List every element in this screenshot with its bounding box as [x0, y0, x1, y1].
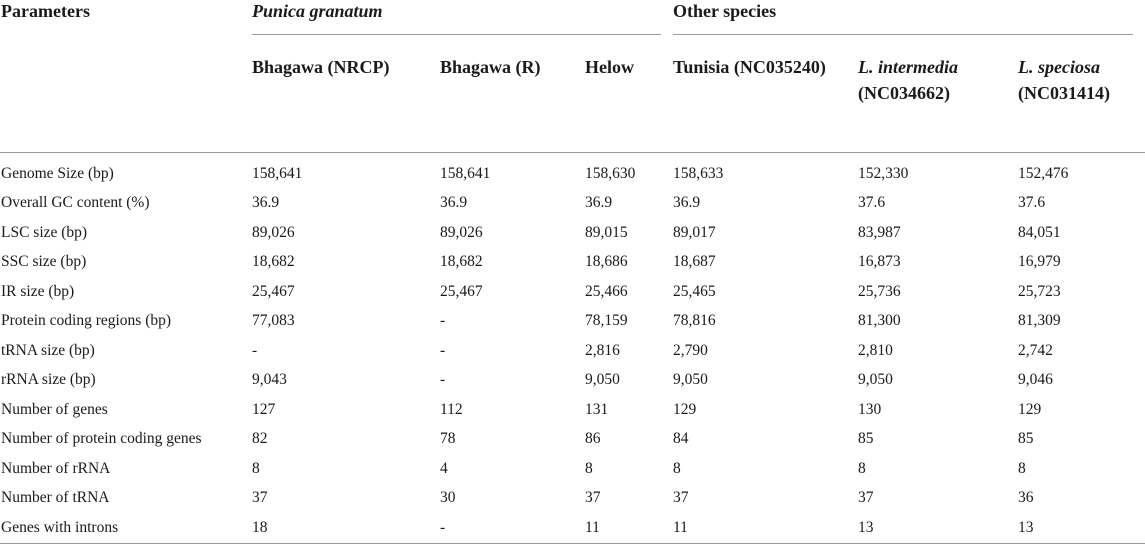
cell-value: 25,723	[1018, 282, 1061, 300]
cell-value: -	[440, 513, 585, 543]
cell-value: 11	[585, 513, 673, 543]
row-parameter: IR size (bp)	[1, 282, 75, 300]
col-helow: Helow	[585, 57, 634, 77]
cell-value: 9,050	[858, 371, 893, 389]
row-parameter: Number of genes	[1, 400, 108, 418]
cell-value: 9,043	[252, 371, 287, 389]
cell-value: 11	[673, 513, 858, 543]
cell-value: 78	[440, 430, 456, 448]
cell-value: 36.9	[673, 194, 701, 212]
cell-value: 18,682	[252, 253, 295, 271]
cell-value: 89,015	[585, 223, 628, 241]
cell-value: 8	[585, 459, 593, 477]
cell-value: 36	[1018, 489, 1034, 507]
row-parameter: rRNA size (bp)	[1, 371, 96, 389]
cell-value: 83,987	[858, 223, 901, 241]
cell-value: 2,810	[858, 341, 893, 359]
cell-value: 13	[1018, 513, 1145, 543]
cell-value: 86	[585, 430, 601, 448]
table-row	[0, 425, 1145, 455]
cell-value: 127	[252, 400, 276, 418]
cell-value: 18	[252, 513, 440, 543]
cell-value: 131	[585, 400, 609, 418]
group-punica-rule	[252, 34, 661, 35]
table-row	[0, 366, 1145, 396]
cell-value: 85	[1018, 430, 1034, 448]
col-l-speciosa	[1018, 35, 1145, 153]
row-parameter: Number of rRNA	[1, 459, 111, 477]
table-row	[0, 248, 1145, 278]
table-row	[0, 484, 1145, 514]
cell-value: 77,083	[252, 312, 295, 330]
cell-value: 37.6	[1018, 194, 1046, 212]
cell-value: 18,687	[673, 253, 716, 271]
table-row	[0, 218, 1145, 248]
cell-value: 158,630	[585, 164, 636, 182]
cell-value: -	[440, 312, 446, 330]
cell-value: 9,046	[1018, 371, 1053, 389]
cell-value: 4	[440, 459, 448, 477]
cell-value: 30	[440, 489, 456, 507]
cell-value: 129	[1018, 400, 1042, 418]
cell-value: 25,736	[858, 282, 901, 300]
cell-value: 78,816	[673, 312, 716, 330]
cell-value: 8	[1018, 459, 1026, 477]
cell-value: 36.9	[585, 194, 613, 212]
header-parameters: Parameters	[1, 1, 90, 21]
table-row	[0, 395, 1145, 425]
row-parameter: Number of tRNA	[1, 489, 110, 507]
cell-value: 158,633	[673, 164, 724, 182]
header-empty-cell	[0, 35, 252, 153]
cell-value: 13	[858, 513, 1018, 543]
table-row	[0, 153, 1145, 189]
cell-value: 78,159	[585, 312, 628, 330]
row-parameter: Number of protein coding genes	[1, 430, 202, 448]
cell-value: 129	[673, 400, 697, 418]
cell-value: 2,816	[585, 341, 620, 359]
l-intermedia-name: L. intermedia	[858, 57, 958, 77]
cell-value: 25,467	[252, 282, 295, 300]
header-group-row	[0, 0, 1145, 35]
cell-value: 37	[585, 489, 601, 507]
header-group-punica-granatum	[252, 0, 673, 35]
col-bhagawa-r: Bhagawa (R)	[440, 57, 541, 77]
l-intermedia-accession: (NC034662)	[858, 83, 950, 103]
cell-value: 152,330	[858, 164, 909, 182]
table-row	[0, 277, 1145, 307]
cell-value: 81,300	[858, 312, 901, 330]
cell-value: 112	[440, 400, 463, 418]
l-speciosa-name: L. speciosa	[1018, 57, 1100, 77]
cell-value: 89,026	[252, 223, 295, 241]
cell-value: 25,467	[440, 282, 483, 300]
cell-value: 36.9	[252, 194, 280, 212]
row-parameter: SSC size (bp)	[1, 253, 87, 271]
col-tunisia: Tunisia (NC035240)	[673, 57, 826, 77]
header-group-other-species	[673, 0, 1145, 35]
cell-value: 84,051	[1018, 223, 1061, 241]
header-columns-row	[0, 35, 1145, 153]
table-body	[0, 153, 1145, 544]
cell-value: 84	[673, 430, 689, 448]
cell-value: 152,476	[1018, 164, 1069, 182]
table-row	[0, 336, 1145, 366]
cell-value: 18,682	[440, 253, 483, 271]
cell-value: 9,050	[585, 371, 620, 389]
group-punica-label: Punica granatum	[252, 1, 383, 21]
cell-value: 85	[858, 430, 874, 448]
row-parameter: Genome Size (bp)	[1, 164, 114, 182]
cell-value: 9,050	[673, 371, 708, 389]
cell-value: 89,017	[673, 223, 716, 241]
group-other-rule	[673, 34, 1133, 35]
cell-value: 130	[858, 400, 882, 418]
table-row	[0, 454, 1145, 484]
cell-value: 89,026	[440, 223, 483, 241]
cell-value: 16,873	[858, 253, 901, 271]
table-row	[0, 307, 1145, 337]
row-parameter: Overall GC content (%)	[1, 194, 150, 212]
cell-value: 2,790	[673, 341, 708, 359]
cell-value: 25,466	[585, 282, 628, 300]
row-parameter: Protein coding regions (bp)	[1, 312, 172, 330]
cell-value: 158,641	[440, 164, 491, 182]
col-bhagawa-nrcp: Bhagawa (NRCP)	[252, 57, 390, 77]
cell-value: 8	[252, 459, 260, 477]
cell-value: 37.6	[858, 194, 886, 212]
cell-value: -	[252, 341, 258, 359]
table-row	[0, 189, 1145, 219]
l-speciosa-accession: (NC031414)	[1018, 83, 1110, 103]
cell-value: 2,742	[1018, 341, 1053, 359]
row-parameter: Genes with introns	[0, 513, 252, 543]
cell-value: -	[440, 371, 446, 389]
cell-value: 37	[673, 489, 689, 507]
row-parameter: tRNA size (bp)	[1, 341, 95, 359]
col-l-intermedia	[858, 35, 1018, 153]
row-parameter: LSC size (bp)	[1, 223, 88, 241]
cell-value: 37	[858, 489, 874, 507]
cell-value: -	[440, 341, 446, 359]
cell-value: 8	[858, 459, 866, 477]
cell-value: 36.9	[440, 194, 468, 212]
cell-value: 82	[252, 430, 268, 448]
cell-value: 37	[252, 489, 268, 507]
cell-value: 81,309	[1018, 312, 1061, 330]
cell-value: 16,979	[1018, 253, 1061, 271]
cell-value: 158,641	[252, 164, 303, 182]
cell-value: 18,686	[585, 253, 628, 271]
group-other-label: Other species	[673, 1, 777, 21]
cell-value: 25,465	[673, 282, 716, 300]
cell-value: 8	[673, 459, 681, 477]
table-row	[0, 513, 1145, 543]
